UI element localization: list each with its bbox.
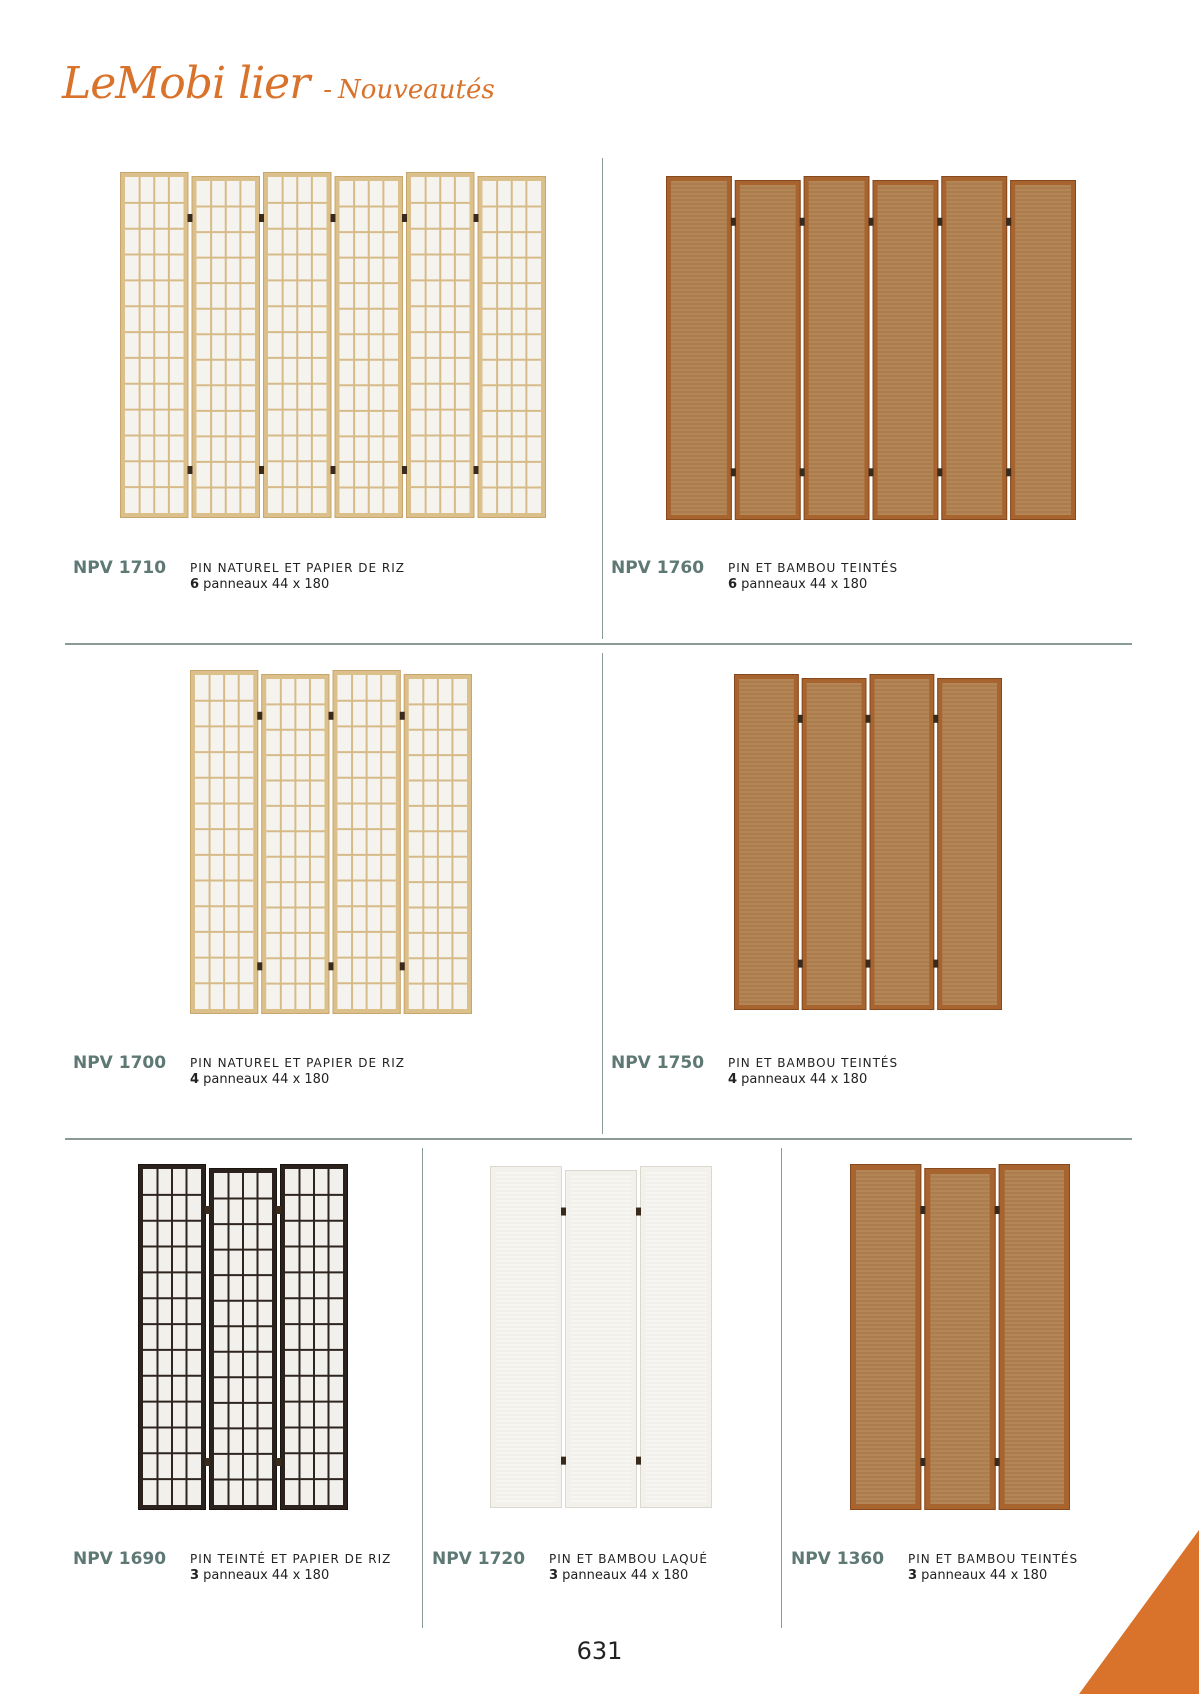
panel-size: panneaux 44 x 180 (199, 1072, 330, 1087)
screen-panel (406, 172, 475, 518)
screen-panel (280, 1164, 348, 1510)
product-material: PIN ET BAMBOU LAQUÉ (549, 1552, 708, 1566)
panel-count: 4 (190, 1072, 200, 1087)
product-material: PIN ET BAMBOU TEINTÉS (728, 561, 899, 575)
screen-panel (873, 180, 939, 520)
panel-size: panneaux 44 x 180 (737, 1072, 868, 1087)
screen-panel (335, 176, 404, 518)
screen-panel (870, 674, 935, 1010)
product-image-screen (138, 1164, 348, 1514)
screen-panel (190, 670, 258, 1014)
corner-decoration (1079, 1530, 1199, 1694)
product-image-screen (490, 1166, 712, 1512)
panel-size: panneaux 44 x 180 (737, 577, 868, 592)
product-dimensions (728, 1072, 867, 1087)
screen-panel (404, 674, 472, 1014)
product-dimensions (190, 577, 329, 592)
screen-panel (937, 678, 1002, 1010)
product-material: PIN TEINTÉ ET PAPIER DE RIZ (190, 1552, 392, 1566)
product-dimensions (190, 1072, 329, 1087)
product-dimensions (908, 1568, 1047, 1583)
panel-size: panneaux 44 x 180 (917, 1568, 1048, 1583)
product-code: NPV 1690 (73, 1549, 167, 1569)
panel-count: 4 (728, 1072, 738, 1087)
product-dimensions (190, 1568, 329, 1583)
product-code: NPV 1720 (432, 1549, 526, 1569)
panel-size: panneaux 44 x 180 (199, 1568, 330, 1583)
screen-panel (120, 172, 189, 518)
panel-count: 3 (908, 1568, 918, 1583)
brand-title (62, 58, 495, 109)
screen-panel (261, 674, 329, 1014)
screen-panel (850, 1164, 921, 1510)
product-material: PIN ET BAMBOU TEINTÉS (728, 1056, 899, 1070)
product-image-screen (120, 172, 546, 522)
product-code: NPV 1360 (791, 1549, 885, 1569)
product-code: NPV 1760 (611, 558, 705, 578)
column-divider (781, 1148, 782, 1628)
panel-size: panneaux 44 x 180 (558, 1568, 689, 1583)
row-divider (65, 643, 1132, 645)
product-image-screen (190, 670, 472, 1018)
screen-panel (333, 670, 401, 1014)
product-image-screen (734, 674, 1002, 1014)
screen-panel (640, 1166, 712, 1508)
screen-panel (192, 176, 261, 518)
column-divider (602, 158, 603, 639)
screen-panel (734, 674, 799, 1010)
screen-panel (263, 172, 332, 518)
panel-count: 3 (549, 1568, 559, 1583)
column-divider (602, 653, 603, 1134)
screen-panel (1010, 180, 1076, 520)
screen-panel (924, 1168, 995, 1510)
screen-panel (666, 176, 732, 520)
screen-panel (209, 1168, 277, 1510)
row-divider (65, 1138, 1132, 1140)
screen-panel (999, 1164, 1070, 1510)
page-number: 631 (576, 1637, 623, 1665)
product-material: PIN NATUREL ET PAPIER DE RIZ (190, 561, 406, 575)
product-image-screen (850, 1164, 1070, 1514)
panel-count: 3 (190, 1568, 200, 1583)
brand-name: LeMobi lier (62, 58, 310, 109)
screen-panel (490, 1166, 562, 1508)
column-divider (422, 1148, 423, 1628)
screen-panel (804, 176, 870, 520)
panel-count: 6 (728, 577, 738, 592)
screen-panel (802, 678, 867, 1010)
brand-subtitle: Nouveautés (338, 75, 495, 105)
screen-panel (138, 1164, 206, 1510)
product-dimensions (549, 1568, 688, 1583)
product-material: PIN NATUREL ET PAPIER DE RIZ (190, 1056, 406, 1070)
panel-count: 6 (190, 577, 200, 592)
product-dimensions (728, 577, 867, 592)
product-code: NPV 1710 (73, 558, 167, 578)
screen-panel (478, 176, 547, 518)
product-image-screen (666, 176, 1076, 524)
product-code: NPV 1750 (611, 1053, 705, 1073)
panel-size: panneaux 44 x 180 (199, 577, 330, 592)
screen-panel (565, 1170, 637, 1508)
screen-panel (735, 180, 801, 520)
product-material: PIN ET BAMBOU TEINTÉS (908, 1552, 1079, 1566)
screen-panel (941, 176, 1007, 520)
product-code: NPV 1700 (73, 1053, 167, 1073)
brand-dash: - (323, 75, 333, 105)
